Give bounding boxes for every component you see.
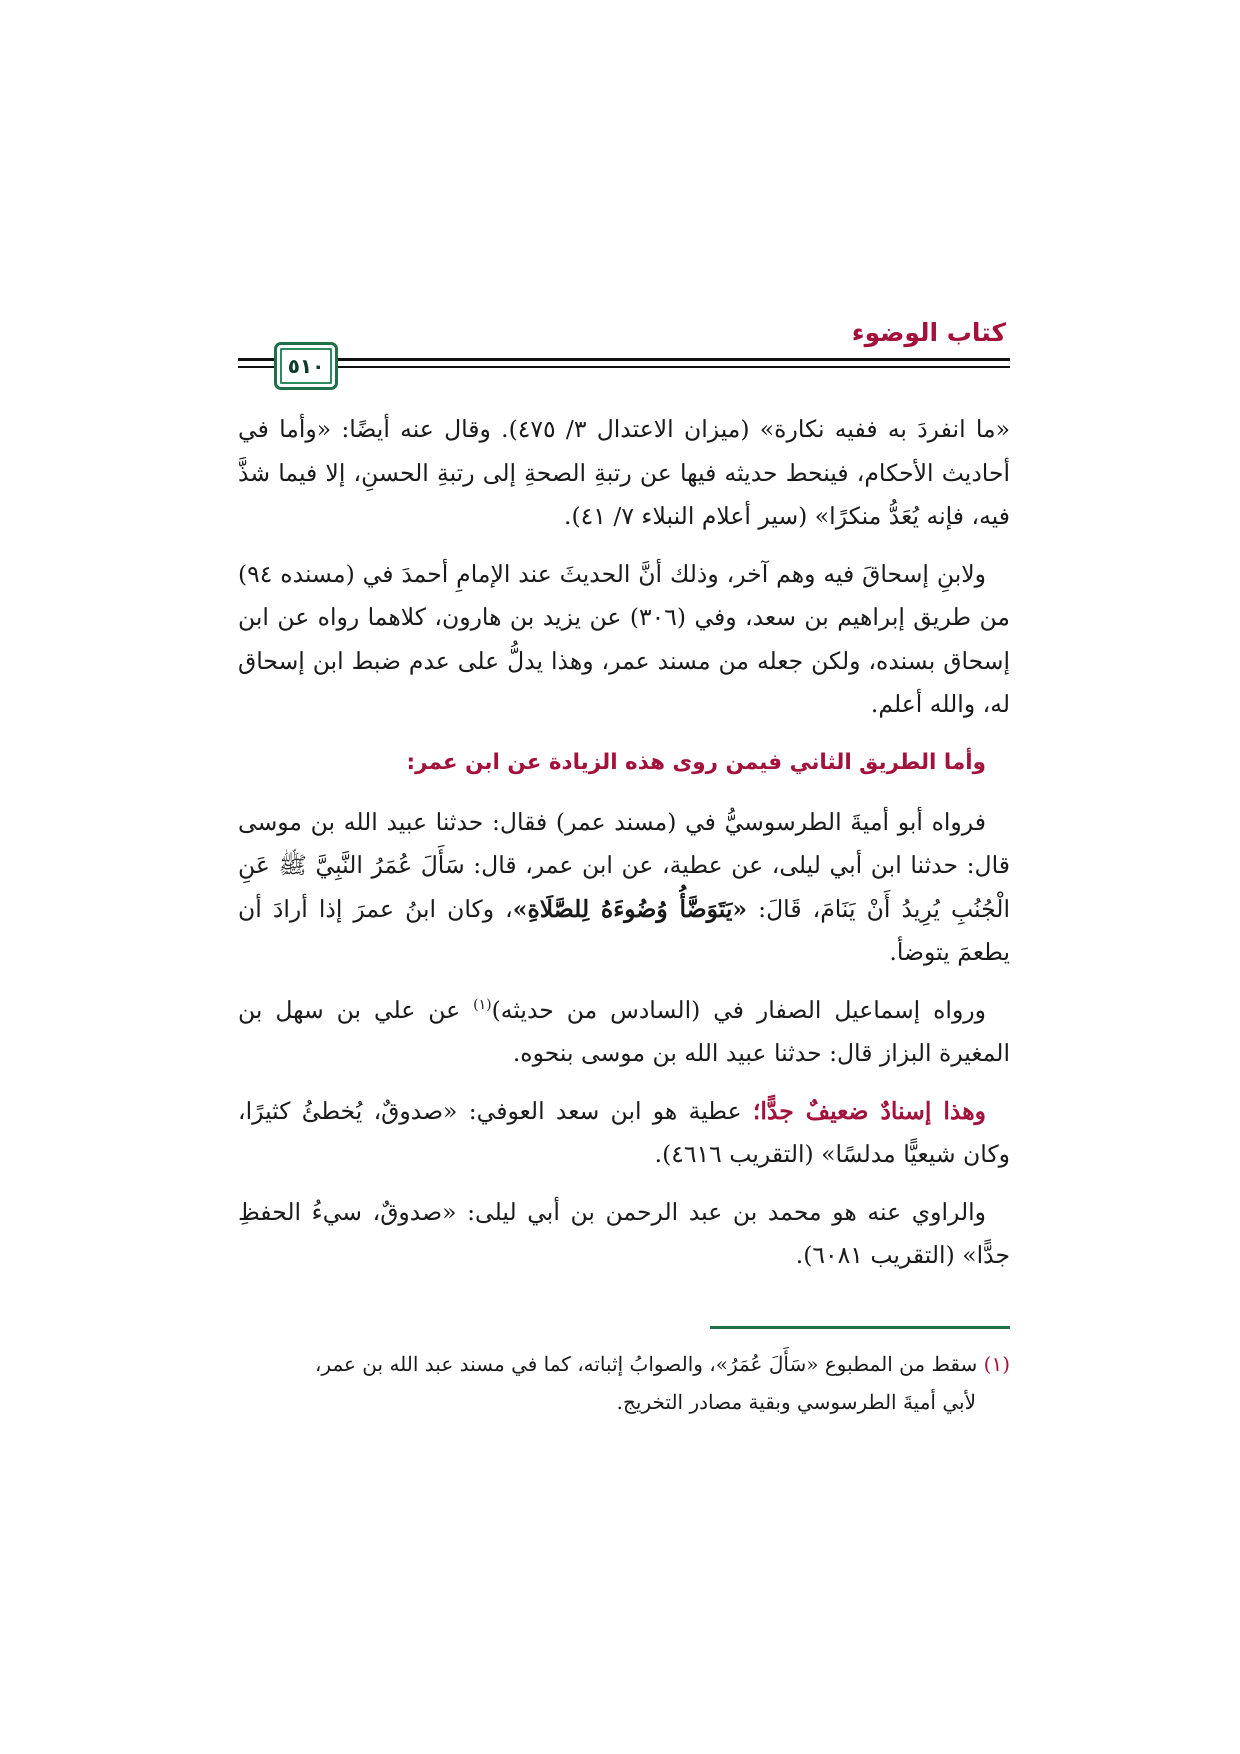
header-rule-thin <box>238 366 1010 368</box>
section-heading: وأما الطريق الثاني فيمن روى هذه الزيادة عن ابن عمر: <box>406 749 986 775</box>
paragraph-5-text: عطية هو ابن سعد العوفي: «صدوقٌ، يُخطئُ كثيرًا، وكان شيعيًّا مدلسًا» (التقريب ٤٦١٦). <box>238 1096 1010 1168</box>
footnote-separator <box>710 1326 1010 1329</box>
paragraph-4-text-a: ورواه إسماعيل الصفار في (السادس من حديثه) <box>491 995 987 1024</box>
grading-highlight: وهذا إسنادٌ ضعيفٌ جدًّا؛ <box>752 1096 986 1125</box>
paragraph-1 <box>238 408 1010 539</box>
hadith-quote: «يَتَوَضَّأُ وُضُوءَهُ لِلصَّلَاةِ» <box>512 894 748 923</box>
paragraph-2-text: ولابنِ إسحاقَ فيه وهم آخر، وذلك أنَّ الحديثَ عند الإمامِ أحمدَ في (مسنده ٩٤) من طريق إبراهيم بن سعد، وفي (٣٠٦) عن يزيد بن هارون، كلاهما رواه عن ابن إسحاق بسنده، ولكن جعله من مسند عمر، وهذا يدلُّ على عدم ضبط ابن إسحاق له، والله أعلم. <box>238 559 1011 718</box>
header-rule-thick <box>238 358 1010 361</box>
paragraph-5 <box>238 1090 1010 1177</box>
page-header <box>238 316 1010 408</box>
footnote-1-line-1 <box>238 1345 1010 1383</box>
paragraph-3-text-b: ، وكان ابنُ عمرَ إذا أرادَ أن يطعمَ يتوضأ. <box>238 894 1010 966</box>
page-number: ٥١٠ <box>287 354 325 378</box>
footnote-reference[interactable]: (١) <box>473 996 492 1013</box>
footnote-1-number: (١) <box>983 1351 1010 1376</box>
paragraph-2 <box>238 553 1010 727</box>
running-title: كتاب الوضوء <box>851 318 1006 347</box>
paragraph-3-text-a: فرواه أبو أميةَ الطرسوسيُّ في (مسند عمر) فقال: حدثنا عبيد الله بن موسى قال: حدثنا ابن أبي ليلى، عن عطية، عن ابن عمر، قال: سَأَلَ عُمَرُ النَّبِيَّ ﷺ عَنِ الْجُنُبِ يُرِيدُ أَنْ يَنَامَ، قَالَ: <box>238 807 1010 923</box>
paragraph-6 <box>238 1191 1010 1278</box>
paragraph-1-text: «ما انفردَ به ففيه نكارة» (ميزان الاعتدال ٣/ ٤٧٥). وقال عنه أيضًا: «وأما في أحاديث الأحكام، فينحط حديثه فيها عن رتبةِ الصحةِ إلى رتبةِ الحسنِ، إلا فيما شذَّ فيه، فإنه يُعَدُّ منكرًا» (سير أعلام النبلاء ٧/ ٤١). <box>238 415 1010 530</box>
paragraph-4 <box>238 989 1010 1076</box>
paragraph-3 <box>238 801 1010 975</box>
paragraph-4-text-b: عن علي بن سهل بن المغيرة البزاز قال: حدثنا عبيد الله بن موسى بنحوه. <box>238 995 1010 1067</box>
paragraph-6-text: والراوي عنه هو محمد بن عبد الرحمن بن أبي ليلى: «صدوقٌ، سيءُ الحفظِ جدًّا» (التقريب ٦٠٨١). <box>238 1197 1010 1269</box>
page-number-frame <box>274 342 338 390</box>
footnote-1 <box>238 1345 1010 1421</box>
footnote-1-text: سقط من المطبوع «سَأَلَ عُمَرُ»، والصوابُ إثباته، كما في مسند عبد الله بن عمر، <box>314 1351 984 1376</box>
book-page <box>238 316 1010 1421</box>
footnote-1-line-2: لأبي أميةَ الطرسوسي وبقية مصادر التخريج. <box>616 1389 976 1414</box>
